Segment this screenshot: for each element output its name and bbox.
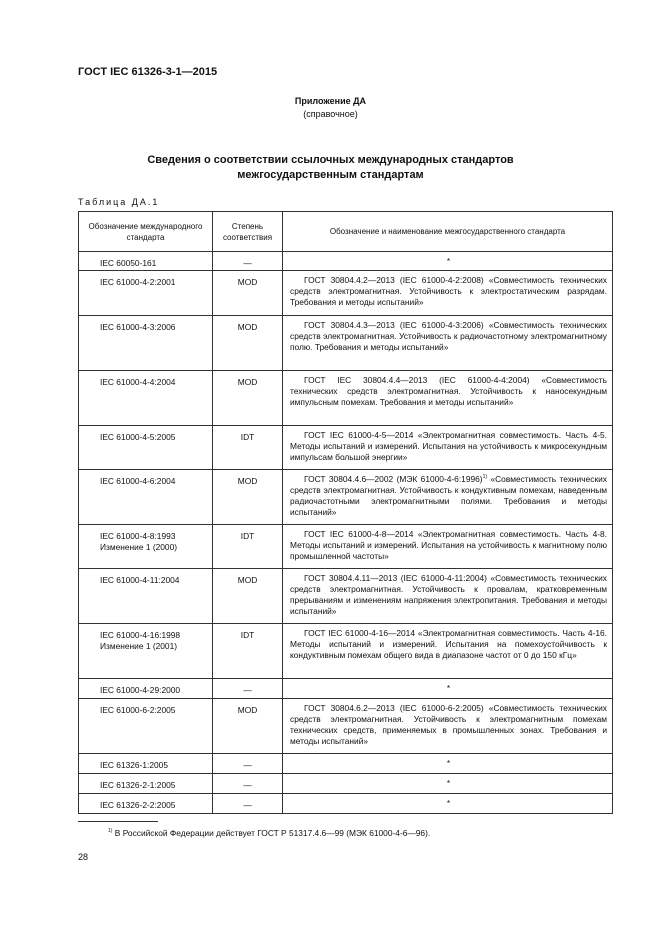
intl-standard-amendment: Изменение 1 (2000) bbox=[100, 542, 178, 552]
national-standard-cell: * bbox=[283, 794, 613, 814]
footnote-text: В Российской Федерации действует ГОСТ Р 51317.4.6—99 (МЭК 61000-4-6—96). bbox=[112, 828, 431, 838]
degree-cell: MOD bbox=[213, 569, 283, 624]
degree-cell: — bbox=[213, 754, 283, 774]
col-header-degree: Степень соответствия bbox=[213, 212, 283, 252]
table-row bbox=[79, 699, 613, 754]
table-row bbox=[79, 624, 613, 679]
table-row bbox=[79, 426, 613, 470]
degree-cell: — bbox=[213, 252, 283, 271]
footnote-mark: 1) bbox=[108, 828, 113, 835]
degree-cell: IDT bbox=[213, 624, 283, 679]
col-header-national: Обозначение и наименование межгосударственного стандарта bbox=[283, 212, 613, 252]
intl-standard-cell: IEC 61000-4-4:2004 bbox=[79, 371, 213, 426]
col-header-international: Обозначение международного стандарта bbox=[79, 212, 213, 252]
national-standard-cell: ГОСТ IEC 61000-4-16—2014 «Электромагнитная совместимость. Часть 4-16. Методы испытаний и измерений. Испытания на помехоустойчивость к кондуктивным помехам общего вида в диапазоне частот от 0 до 150 кГц» bbox=[283, 624, 613, 679]
table-row bbox=[79, 794, 613, 814]
degree-cell: MOD bbox=[213, 470, 283, 525]
intl-standard-cell: IEC 61000-4-2:2001 bbox=[79, 271, 213, 316]
intl-standard-cell: IEC 61000-4-6:2004 bbox=[79, 470, 213, 525]
national-standard-cell: * bbox=[283, 774, 613, 794]
document-code: ГОСТ IEC 61326-3-1—2015 bbox=[78, 66, 218, 78]
intl-standard-amendment: Изменение 1 (2001) bbox=[100, 641, 178, 651]
intl-standard-cell: IEC 61000-4-11:2004 bbox=[79, 569, 213, 624]
national-standard-cell: * bbox=[283, 252, 613, 271]
annex-title: Приложение ДА bbox=[294, 96, 367, 106]
national-standard-cell bbox=[283, 470, 613, 525]
table-row bbox=[79, 371, 613, 426]
footnote bbox=[108, 828, 430, 838]
intl-standard-cell: IEC 61326-2-1:2005 bbox=[79, 774, 213, 794]
table-row bbox=[79, 525, 613, 569]
table-row bbox=[79, 774, 613, 794]
intl-standard-cell: IEC 61000-6-2:2005 bbox=[79, 699, 213, 754]
table-row bbox=[79, 569, 613, 624]
intl-standard-cell bbox=[79, 525, 213, 569]
table-row bbox=[79, 470, 613, 525]
national-standard-cell: ГОСТ IEC 61000-4-8—2014 «Электромагнитная совместимость. Часть 4-8. Методы испытаний и измерений. Испытания на устойчивость к магнитному полю промышленной частоты» bbox=[283, 525, 613, 569]
degree-cell: — bbox=[213, 774, 283, 794]
national-standard-cell: ГОСТ 30804.4.11—2013 (IEC 61000-4-11:2004) «Совместимость технических средств электромагнитная. Устойчивость к провалам, кратковременным прерываниям и изменениям напряжения электропитания. Требования и методы испытаний» bbox=[283, 569, 613, 624]
national-standard-cell: ГОСТ 30804.4.3—2013 (IEC 61000-4-3:2006) «Совместимость технических средств электромагнитная. Устойчивость к радиочастотному электромагнитному полю. Требования и методы испытаний» bbox=[283, 316, 613, 371]
degree-cell: MOD bbox=[213, 371, 283, 426]
intl-standard-cell: IEC 61000-4-3:2006 bbox=[79, 316, 213, 371]
degree-cell: — bbox=[213, 679, 283, 699]
degree-cell: IDT bbox=[213, 525, 283, 569]
national-standard-text: ГОСТ 30804.4.6—2002 (МЭК 61000-4-6:1996) bbox=[304, 474, 483, 484]
table-row bbox=[79, 252, 613, 271]
national-standard-cell: ГОСТ IEC 30804.4.4—2013 (IEC 61000-4-4:2004) «Совместимость технических средств электромагнитная. Устойчивость к наносекундным импульсным помехам. Требования и методы испытаний» bbox=[283, 371, 613, 426]
annex-subtitle: (справочное) bbox=[303, 109, 358, 119]
footnote-divider bbox=[78, 821, 158, 822]
intl-standard-cell: IEC 61000-4-5:2005 bbox=[79, 426, 213, 470]
national-standard-text-cont: «Совместимость технических средств электромагнитная. Устойчивость к кондуктивным помехам, наведенным радиочастотными электромагнитными полями. Требования и методы испытаний» bbox=[290, 474, 607, 517]
intl-standard-cell: IEC 61000-4-29:2000 bbox=[79, 679, 213, 699]
section-title-line1: Сведения о соответствии ссылочных международных стандартов bbox=[147, 154, 514, 166]
degree-cell: MOD bbox=[213, 271, 283, 316]
table-row bbox=[79, 271, 613, 316]
national-standard-cell: ГОСТ 30804.6.2—2013 (IEC 61000-6-2:2005) «Совместимость технических средств электромагнитная. Устойчивость к электромагнитным помехам технических средств, применяемых в промышленных зонах. Требования и методы испытаний» bbox=[283, 699, 613, 754]
degree-cell: MOD bbox=[213, 699, 283, 754]
table-caption: Таблица ДА.1 bbox=[78, 197, 160, 207]
degree-cell: — bbox=[213, 794, 283, 814]
table-header-row bbox=[79, 212, 613, 252]
page-number: 28 bbox=[78, 852, 89, 862]
intl-standard-code: IEC 61000-4-8:1993 bbox=[100, 531, 176, 541]
national-standard-cell: * bbox=[283, 754, 613, 774]
table-row bbox=[79, 754, 613, 774]
intl-standard-cell: IEC 60050-161 bbox=[79, 252, 213, 271]
table-row bbox=[79, 679, 613, 699]
section-title-line2: межгосударственным стандартам bbox=[237, 169, 424, 181]
footnote-reference: 1) bbox=[482, 474, 488, 481]
national-standard-cell: * bbox=[283, 679, 613, 699]
intl-standard-cell bbox=[79, 624, 213, 679]
degree-cell: MOD bbox=[213, 316, 283, 371]
national-standard-cell: ГОСТ IEC 61000-4-5—2014 «Электромагнитная совместимость. Часть 4-5. Методы испытаний и измерений. Испытания на устойчивость к микросекундным импульсам большой энергии» bbox=[283, 426, 613, 470]
table-row bbox=[79, 316, 613, 371]
correspondence-table bbox=[78, 211, 613, 814]
degree-cell: IDT bbox=[213, 426, 283, 470]
intl-standard-cell: IEC 61326-1:2005 bbox=[79, 754, 213, 774]
intl-standard-code: IEC 61000-4-16:1998 bbox=[100, 630, 181, 640]
national-standard-cell: ГОСТ 30804.4.2—2013 (IEC 61000-4-2:2008) «Совместимость технических средств электромагнитная. Устойчивость к электростатическим разрядам. Требования и методы испытаний» bbox=[283, 271, 613, 316]
intl-standard-cell: IEC 61326-2-2:2005 bbox=[79, 794, 213, 814]
